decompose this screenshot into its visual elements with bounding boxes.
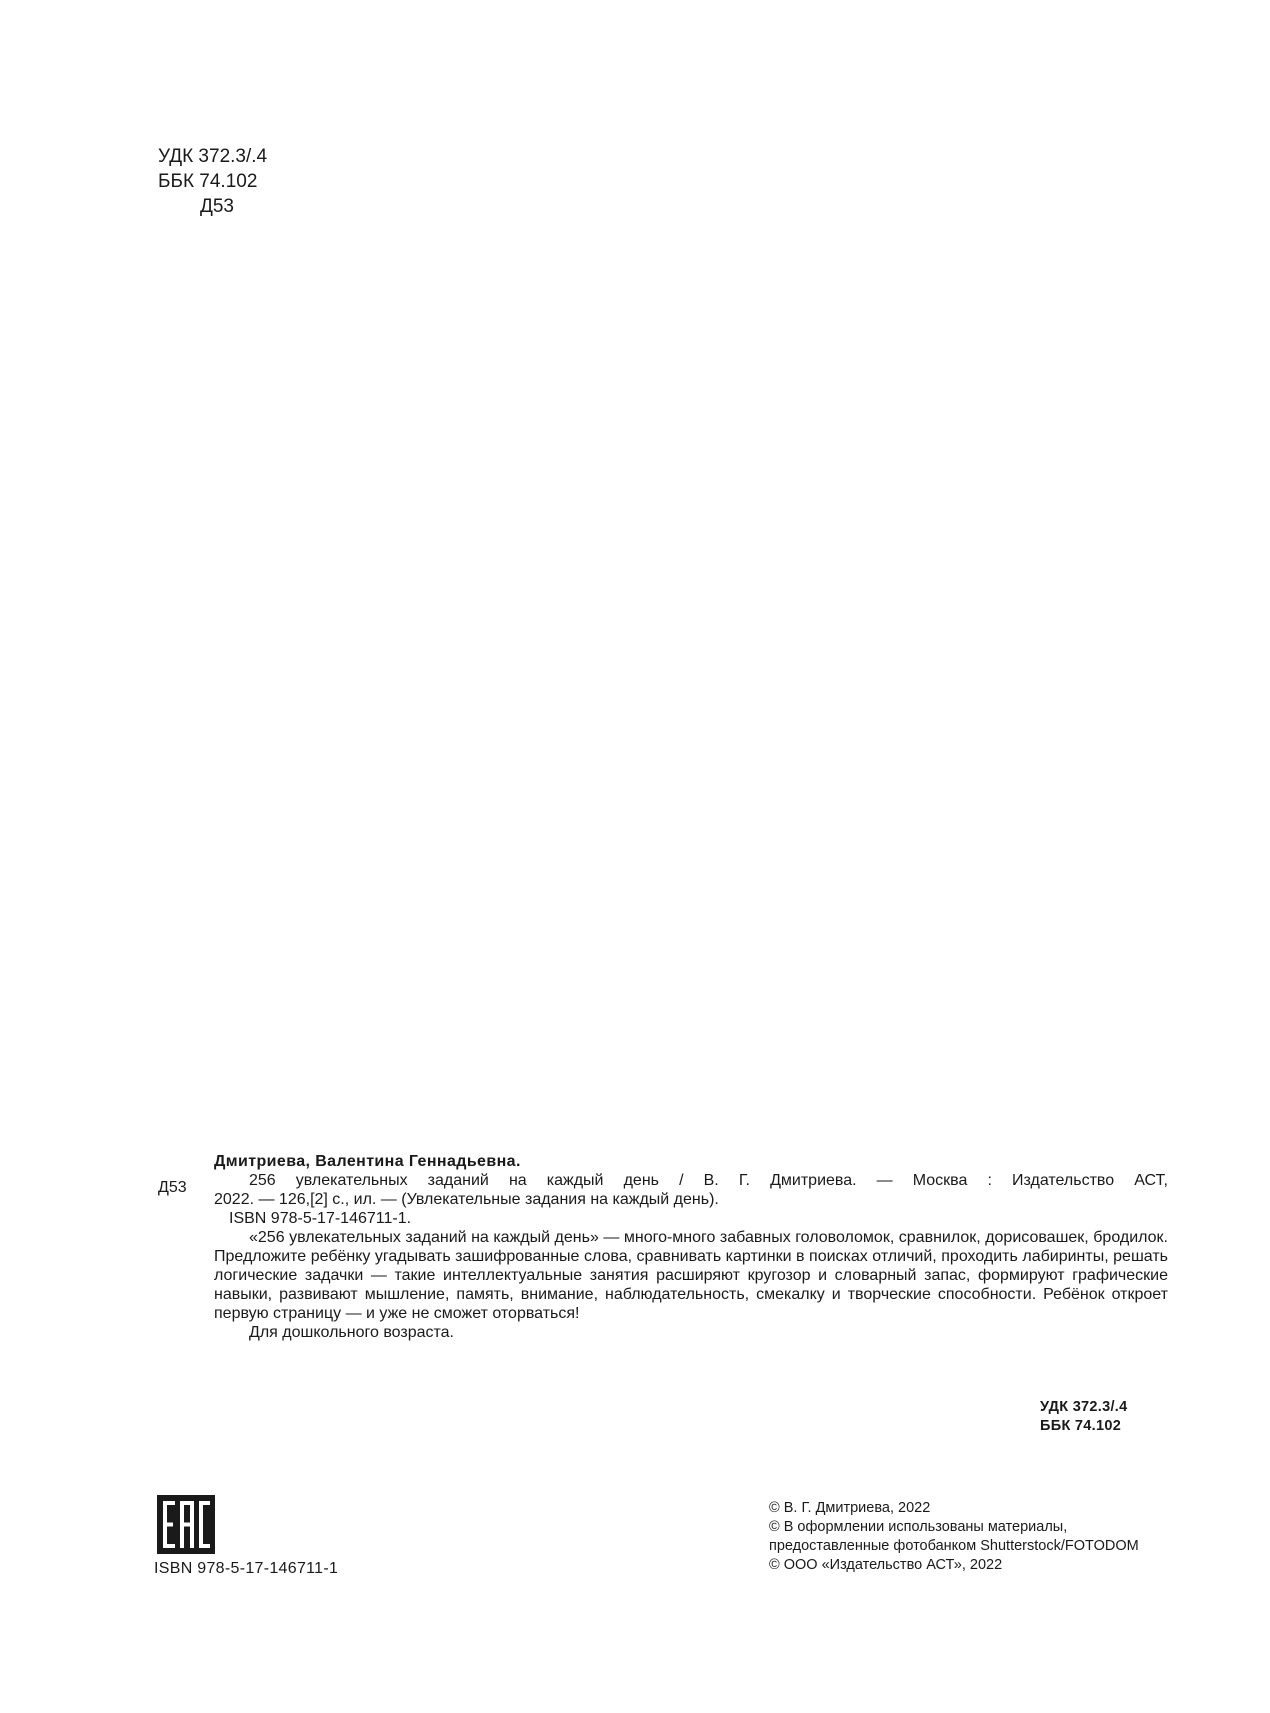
- entry-annotation: «256 увлекательных заданий на каждый день» — много-много забавных головоломок, сравнилок, дорисовашек, бродилок. Предложите ребёнку угадывать зашифрованные слова, сравнивать картинки в поисках отличий, проходить лабиринты, решать логические задачки — такие интеллектуальные занятия расширяют кругозор и словарный запас, формируют графические навыки, развивают мышление, память, внимание, наблюдательность, смекалку и творческие способности. Ребёнок откроет первую страницу — и уже не сможет оторваться!: [214, 1229, 1168, 1322]
- entry-age: Для дошкольного возраста.: [249, 1324, 454, 1341]
- entry-title-line-1: 256 увлекательных заданий на каждый день / В. Г. Дмитриева. — Москва : Издательство АСТ,: [249, 1172, 1168, 1189]
- entry-author-sign: Д53: [158, 1179, 187, 1196]
- bottom-classification-codes: [1040, 1398, 1128, 1436]
- bottom-udk-code: УДК 372.3/.4: [1040, 1399, 1128, 1415]
- copyright-line: © В оформлении использованы материалы,: [769, 1519, 1068, 1535]
- udk-code: УДК 372.3/.4: [158, 146, 268, 167]
- copyright-block: [769, 1499, 1139, 1575]
- entry-author: Дмитриева, Валентина Геннадьевна.: [214, 1153, 521, 1170]
- eac-conformity-mark-icon: [157, 1495, 215, 1554]
- copyright-line: © В. Г. Дмитриева, 2022: [769, 1500, 931, 1516]
- entry-title-line-2: 2022. — 126,[2] с., ил. — (Увлекательные задания на каждый день).: [214, 1191, 719, 1208]
- top-classification-codes: [158, 144, 267, 219]
- bbk-code: ББК 74.102: [158, 171, 258, 192]
- author-sign-code: Д53: [200, 196, 235, 217]
- copyright-line: предоставленные фотобанком Shutterstock/FOTODOM: [769, 1538, 1139, 1554]
- entry-body: [214, 1152, 1168, 1342]
- entry-isbn: ISBN 978-5-17-146711-1.: [229, 1210, 412, 1227]
- bottom-bbk-code: ББК 74.102: [1040, 1418, 1122, 1434]
- copyright-line: © ООО «Издательство АСТ», 2022: [769, 1557, 1003, 1573]
- isbn-footer: ISBN 978-5-17-146711-1: [154, 1560, 339, 1577]
